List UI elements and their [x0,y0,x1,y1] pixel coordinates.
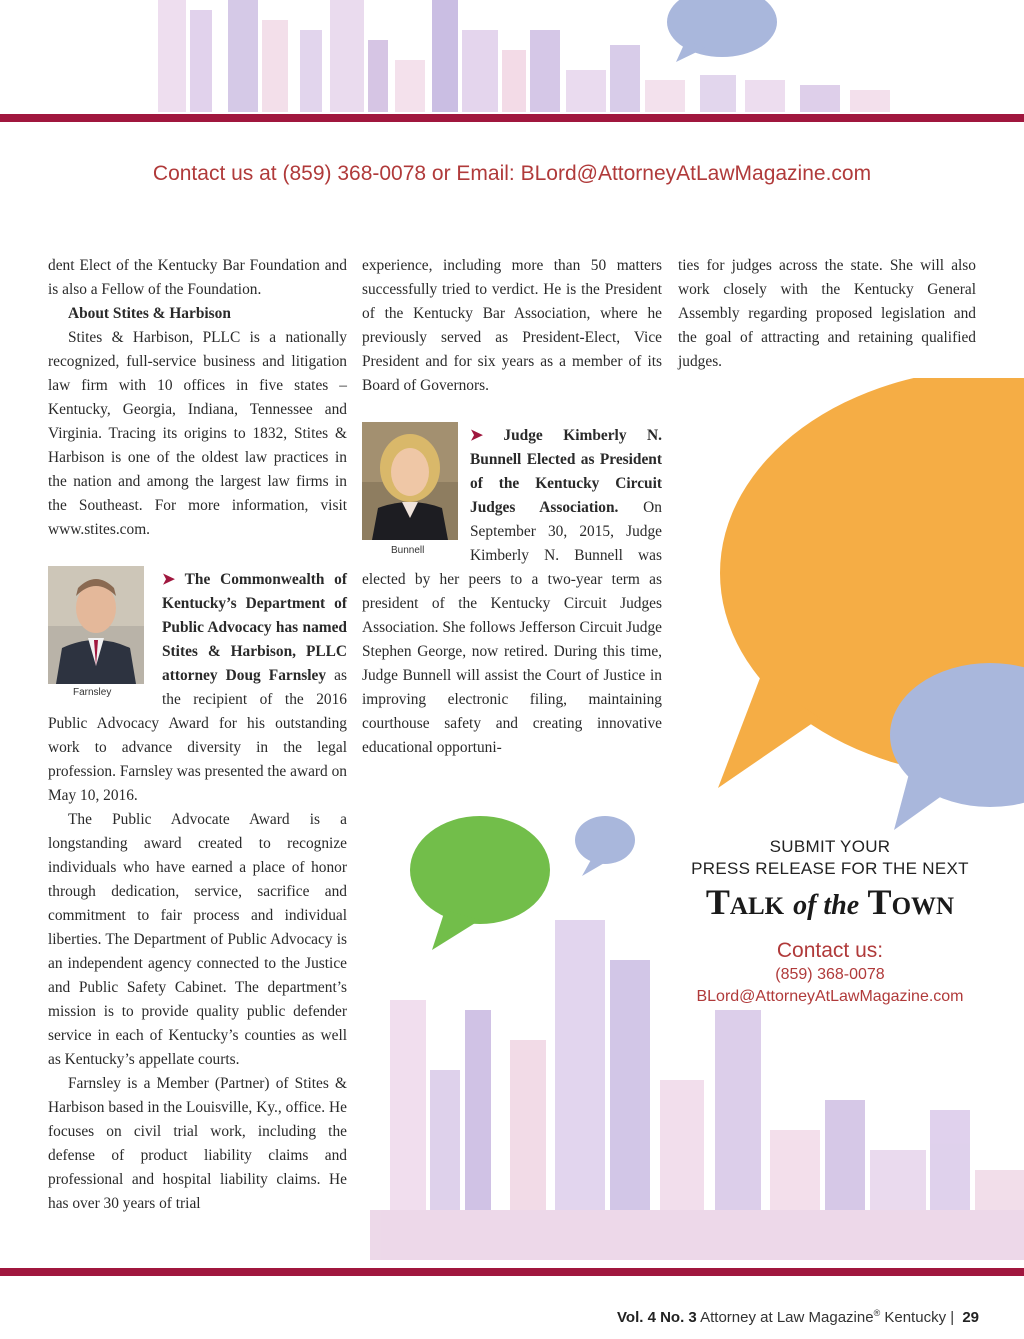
submit-press-release-box [660,836,1000,1008]
title-part: Town [859,882,955,922]
paragraph: ties for judges across the state. She will also work closely with the Kentucky General Assembly regarding proposed legislation and the goal of attracting and retaining qualified judges. [678,257,976,370]
photo-caption: Farnsley [73,687,112,698]
paragraph: Farnsley is a Member (Partner) of Stites & Harbison based in the Louisville, Ky., office. He focuses on civil trial work, including the defense of product liability claims and professional and hospital liability claims. He has over 30 years of trial [48,1075,347,1212]
photo-caption: Bunnell [391,545,425,556]
arrow-icon: ➤ [162,571,175,588]
talk-of-the-town-title [660,880,1000,928]
top-rule [0,114,1024,122]
section-subhead: About Stites & Harbison [68,305,231,322]
bunnell-photo [362,422,458,540]
paragraph: The Public Advocate Award is a longstanding award created to recognize individuals who have earned a place of honor through dedication, service, sacrifice and commitment to fair process and individual liberties. The Department of Public Advocacy is an independent agency connected to the Justice and Public Safety Cabinet. The department’s mission is to provide quality public defender service in each of Kentucky’s counties as well as Kentucky’s appellate courts. [48,811,347,1068]
bottom-rule [0,1268,1024,1276]
headline-bold: Judge Kimberly N. Bunnell Elected as President of the Kentucky Circuit Judges Association. [470,427,662,516]
arrow-icon: ➤ [470,427,483,444]
paragraph: Stites & Harbison, PLLC is a nationally recognized, full-service business and litigation law firm with 10 offices in five states – Kentucky, Georgia, Indiana, Tennessee and Virginia. Tracing its origins to 1832, Stites & Harbison is one of the oldest law practices in the nation and among the largest law firms in the Southeast. For more information, visit www.stites.com. [48,329,347,538]
title-part: of the [793,890,860,921]
footer-reg: ® [873,1308,881,1318]
top-skyline-illustration [0,0,1024,118]
page-footer [617,1308,979,1326]
footer-magazine: Attorney at Law Magazine [696,1309,874,1326]
contact-email[interactable]: BLord@AttorneyAtLawMagazine.com [696,988,964,1005]
footer-state: Kentucky | [880,1309,955,1326]
contact-phone[interactable]: (859) 368-0078 [775,966,885,983]
column-3 [678,254,976,374]
contact-heading: Contact us: [776,939,884,962]
headline-text: On September 30, 2015, Judge Kimberly N. Bunnell was elected by her peers to a two-year term as president of the Kentucky Circuit Judges Association. She follows Jefferson Circuit Judge Stephen George, now retired. During this time, Judge Bunnell will assist the Court of Justice in improving electronic filing, maintaining courthouse safety and creating innovative educational opportuni- [362,499,662,756]
farnsley-photo [48,566,144,684]
submit-line-1: SUBMIT YOUR [769,837,891,856]
paragraph: experience, including more than 50 matters successfully tried to verdict. He is the President of the Kentucky Bar Association, where he previously served as President-Elect, Vice President and for six years as a member of its Board of Governors. [362,257,662,394]
submit-line-2: PRESS RELEASE FOR THE NEXT [691,859,969,878]
footer-issue: Vol. 4 No. 3 [617,1309,697,1326]
headline-bold: The Commonwealth of Kentucky’s Department of Public Advocacy has named Stites & Harbison, PLLC attorney Doug Farnsley [162,571,347,684]
headline-text: as the recipient of the 2016 Public Advocacy Award for his outstanding work to advance diversity in the legal profession. Farnsley was presented the award on May 10, 2016. [48,667,347,804]
column-1 [48,254,347,1216]
paragraph: dent Elect of the Kentucky Bar Foundation and is also a Fellow of the Foundation. [48,257,347,298]
page-number: 29 [962,1309,979,1326]
contact-banner: Contact us at (859) 368-0078 or Email: BLord@AttorneyAtLawMagazine.com [152,162,872,185]
title-part: Talk [705,882,794,922]
